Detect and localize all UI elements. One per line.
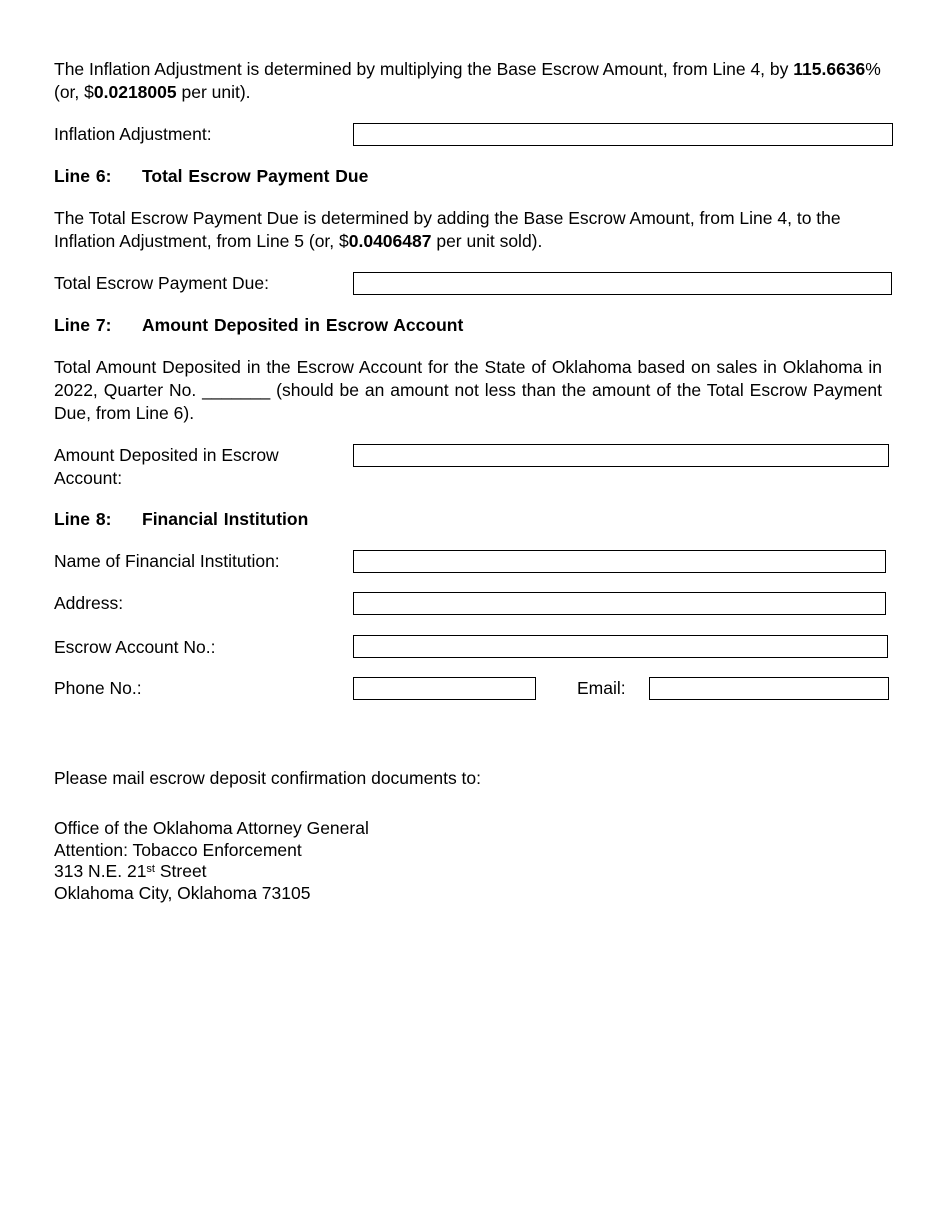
per-unit-value: 0.0218005 — [93, 82, 177, 102]
label-line: Account: — [54, 468, 123, 488]
line-title: Total Escrow Payment Due — [142, 166, 369, 186]
phone-number-label: Phone No.: — [54, 678, 142, 698]
amount-deposited-label — [54, 444, 279, 490]
instruction-text: The Inflation Adjustment is determined by multiplying the Base Escrow Amount, from Line 4, by — [54, 59, 794, 79]
street-name: Street — [154, 861, 207, 881]
instruction-text: % (or, $ — [54, 59, 881, 102]
address-field[interactable] — [353, 592, 886, 615]
label-line: Amount Deposited in Escrow — [54, 445, 279, 465]
escrow-account-number-field[interactable] — [353, 635, 888, 658]
financial-institution-name-field[interactable] — [353, 550, 886, 573]
inflation-adjustment-field[interactable] — [353, 123, 893, 146]
address-label: Address: — [54, 593, 124, 613]
per-unit-value: 0.0406487 — [348, 231, 432, 251]
mailing-instructions: Please mail escrow deposit confirmation documents to: — [54, 768, 482, 788]
phone-number-field[interactable] — [353, 677, 536, 700]
instruction-text: per unit sold). — [431, 231, 543, 251]
line-number: Line 6: — [54, 166, 112, 186]
line-number: Line 8: — [54, 509, 112, 529]
percent-value: 115.6636 — [793, 59, 866, 79]
address-attention: Attention: Tobacco Enforcement — [54, 839, 302, 860]
email-field[interactable] — [649, 677, 889, 700]
amount-deposited-field[interactable] — [353, 444, 889, 467]
address-city: Oklahoma City, Oklahoma 73105 — [54, 882, 311, 903]
line-title: Financial Institution — [142, 509, 309, 529]
line-7-heading — [54, 314, 463, 337]
street-number: 313 N.E. 21 — [54, 861, 147, 881]
financial-institution-name-label: Name of Financial Institution: — [54, 551, 280, 571]
escrow-account-number-label: Escrow Account No.: — [54, 637, 216, 657]
total-escrow-instructions — [54, 207, 882, 253]
mailing-address — [54, 818, 369, 904]
total-escrow-payment-field[interactable] — [353, 272, 892, 295]
line-6-heading — [54, 165, 368, 188]
total-escrow-payment-label: Total Escrow Payment Due: — [54, 273, 269, 293]
amount-deposited-instructions: Total Amount Deposited in the Escrow Account for the State of Oklahoma based on sales in Oklahoma in 2022, Quarter No. _______ (should be an amount not less than the amount of the Total Escrow Payment Due, from Line 6). — [54, 357, 882, 423]
instruction-text: The Total Escrow Payment Due is determined by adding the Base Escrow Amount, from Line 4, to the Inflation Adjustment, from Line 5 (or, $ — [54, 208, 841, 251]
ordinal-suffix: st — [146, 863, 155, 875]
email-label: Email: — [577, 678, 626, 698]
line-8-heading — [54, 508, 308, 531]
instruction-text: per unit). — [176, 82, 251, 102]
address-street — [54, 861, 369, 883]
line-number: Line 7: — [54, 315, 112, 335]
address-office: Office of the Oklahoma Attorney General — [54, 818, 369, 838]
line-title: Amount Deposited in Escrow Account — [142, 315, 464, 335]
inflation-adjustment-label: Inflation Adjustment: — [54, 124, 212, 144]
inflation-adjustment-instructions — [54, 58, 882, 104]
